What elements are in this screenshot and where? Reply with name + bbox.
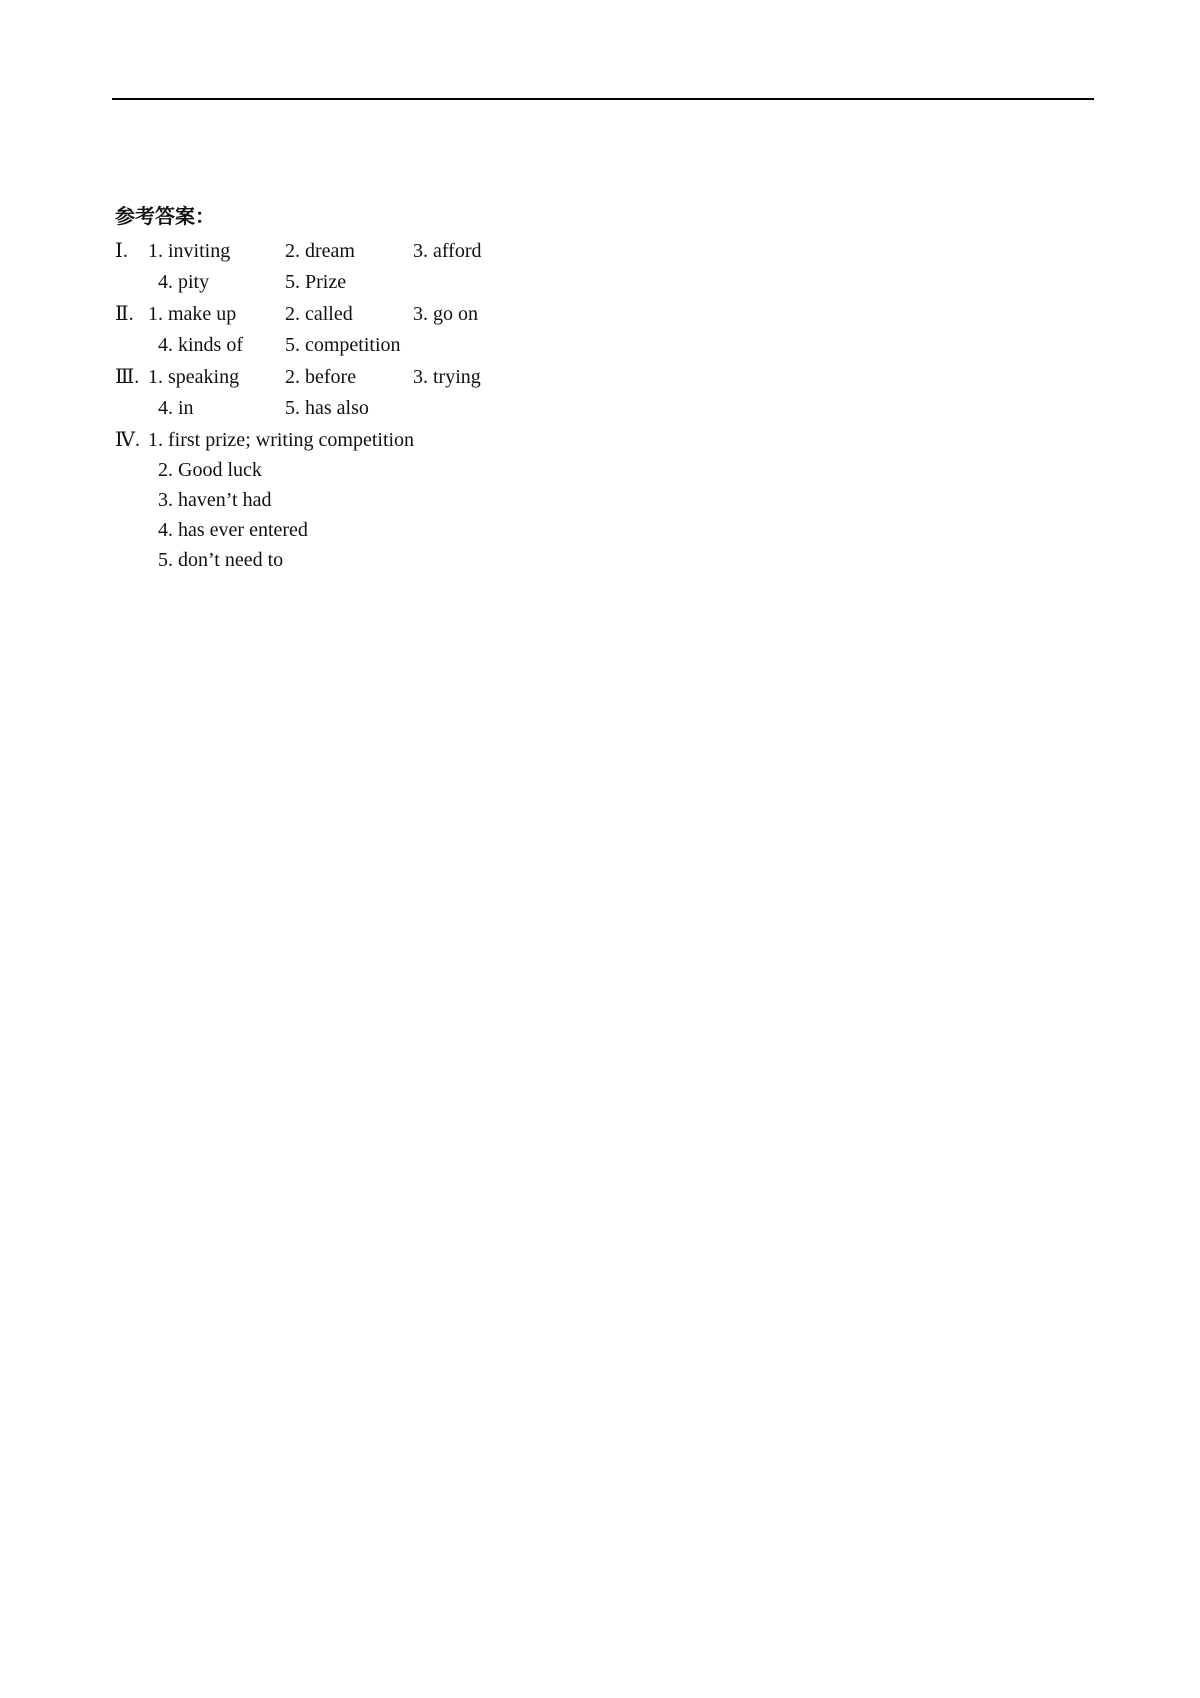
- answer-item: 3. afford: [413, 240, 482, 262]
- answer-item: 5. don’t need to: [158, 549, 284, 571]
- section-numeral: Ⅰ.: [115, 240, 128, 262]
- answer-item: 2. Good luck: [158, 459, 262, 481]
- answer-item: 5. Prize: [285, 271, 347, 293]
- answer-item: 3. trying: [413, 366, 481, 388]
- answer-item: 2. called: [285, 303, 353, 325]
- answer-item: 1. speaking: [148, 366, 240, 388]
- answer-item: 5. competition: [285, 334, 401, 356]
- answer-key-title: 参考答案：: [115, 204, 215, 228]
- answer-item: 1. first prize; writing competition: [148, 429, 415, 451]
- answer-item: 4. pity: [158, 271, 210, 293]
- header-rule: [112, 98, 1094, 100]
- answer-item: 1. make up: [148, 303, 237, 325]
- answer-item: 4. kinds of: [158, 334, 243, 356]
- answer-item: 3. haven’t had: [158, 489, 272, 511]
- answer-item: 4. in: [158, 397, 194, 419]
- section-numeral: Ⅲ.: [115, 366, 140, 388]
- answer-item: 2. before: [285, 366, 357, 388]
- section-numeral: Ⅱ.: [115, 303, 134, 325]
- answer-item: 3. go on: [413, 303, 478, 325]
- answer-item: 1. inviting: [148, 240, 231, 262]
- answer-item: 4. has ever entered: [158, 519, 308, 541]
- section-numeral: Ⅳ.: [115, 429, 140, 451]
- answer-item: 2. dream: [285, 240, 355, 262]
- answer-item: 5. has also: [285, 397, 369, 419]
